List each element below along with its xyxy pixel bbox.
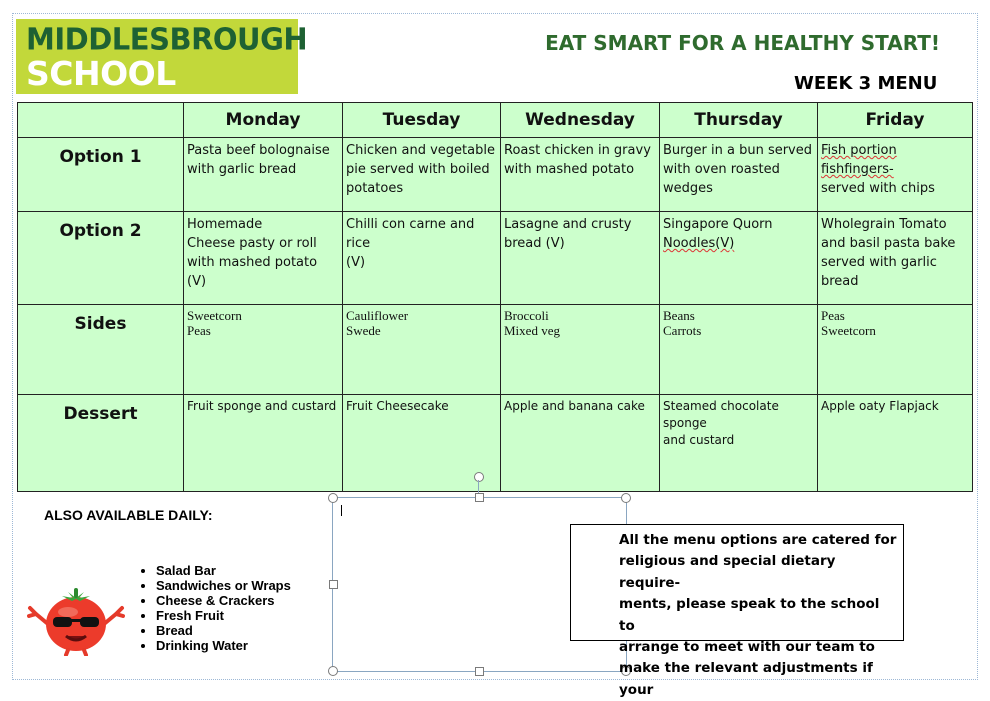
menu-cell[interactable]: Beans Carrots [660, 305, 818, 395]
table-row [18, 395, 973, 492]
menu-cell[interactable]: Sweetcorn Peas [184, 305, 343, 395]
list-item: • Salad Bar [156, 563, 291, 578]
resize-handle-bottom-left[interactable] [328, 666, 338, 676]
menu-cell[interactable]: Apple and banana cake [501, 395, 660, 492]
table-row [18, 138, 973, 212]
menu-cell[interactable]: Roast chicken in gravy with mashed potato [501, 138, 660, 212]
resize-handle-top[interactable] [475, 493, 484, 502]
header-row [18, 103, 973, 138]
menu-cell[interactable]: Fruit sponge and custard [184, 395, 343, 492]
menu-cell[interactable]: Wholegrain Tomato and basil pasta bake served with garlic bread [818, 212, 973, 305]
menu-cell[interactable]: Peas Sweetcorn [818, 305, 973, 395]
resize-handle-top-left[interactable] [328, 493, 338, 503]
row-label: Option 2 [18, 212, 184, 305]
resize-handle-left[interactable] [329, 580, 338, 589]
menu-cell[interactable]: Pasta beef bolognaise with garlic bread [184, 138, 343, 212]
tomato-mascot-icon [26, 584, 126, 656]
menu-cell[interactable]: Homemade Cheese pasty or roll with mashed potato (V) [184, 212, 343, 305]
logo [16, 19, 308, 94]
menu-cell[interactable]: Broccoli Mixed veg [501, 305, 660, 395]
menu-cell[interactable]: Cauliflower Swede [343, 305, 501, 395]
day-header: Thursday [660, 103, 818, 138]
resize-handle-top-right[interactable] [621, 493, 631, 503]
resize-handle-bottom[interactable] [475, 667, 484, 676]
list-item: • Fresh Fruit [156, 608, 291, 623]
daily-list [138, 563, 291, 653]
day-header: Friday [818, 103, 973, 138]
menu-table [17, 102, 973, 492]
menu-cell[interactable]: Lasagne and crusty bread (V) [501, 212, 660, 305]
menu-cell[interactable]: Fruit Cheesecake [343, 395, 501, 492]
menu-cell[interactable]: Chicken and vegetable pie served with boiled potatoes [343, 138, 501, 212]
list-item: • Bread [156, 623, 291, 638]
day-header: Monday [184, 103, 343, 138]
logo-line-1: MIDDLESBROUGH [26, 21, 308, 57]
notice-line: make the relevant adjustments if your [619, 660, 873, 698]
text-cursor [341, 505, 342, 516]
row-label: Sides [18, 305, 184, 395]
notice-text [619, 530, 899, 701]
day-header: Tuesday [343, 103, 501, 138]
table-row [18, 212, 973, 305]
rotate-handle[interactable] [474, 472, 484, 482]
notice-line: All the menu options are catered for [619, 532, 897, 548]
notice-line: ments, please speak to the school to [619, 596, 880, 634]
menu-cell[interactable]: Fish portion fishfingers- served with chips [818, 138, 973, 212]
menu-cell[interactable]: Apple oaty Flapjack [818, 395, 973, 492]
list-item: • Cheese & Crackers [156, 593, 291, 608]
notice-line: arrange to meet with our team to [619, 639, 875, 656]
corner-cell [18, 103, 184, 138]
list-item: • Drinking Water [156, 638, 291, 653]
row-label: Dessert [18, 395, 184, 492]
daily-title: ALSO AVAILABLE DAILY: [44, 507, 213, 523]
week-title: WEEK 3 MENU [794, 73, 938, 94]
menu-cell[interactable]: Singapore Quorn Noodles(V) [660, 212, 818, 305]
logo-line-2: SCHOOL [26, 54, 176, 93]
notice-line: religious and special dietary require- [619, 553, 836, 591]
row-label: Option 1 [18, 138, 184, 212]
menu-cell[interactable]: Burger in a bun served with oven roasted wedges [660, 138, 818, 212]
table-row [18, 305, 973, 395]
menu-cell[interactable]: Steamed chocolate sponge and custard [660, 395, 818, 492]
menu-cell[interactable]: Chilli con carne and rice (V) [343, 212, 501, 305]
day-header: Wednesday [501, 103, 660, 138]
list-item: • Sandwiches or Wraps [156, 578, 291, 593]
slogan: EAT SMART FOR A HEALTHY START! [545, 31, 940, 55]
